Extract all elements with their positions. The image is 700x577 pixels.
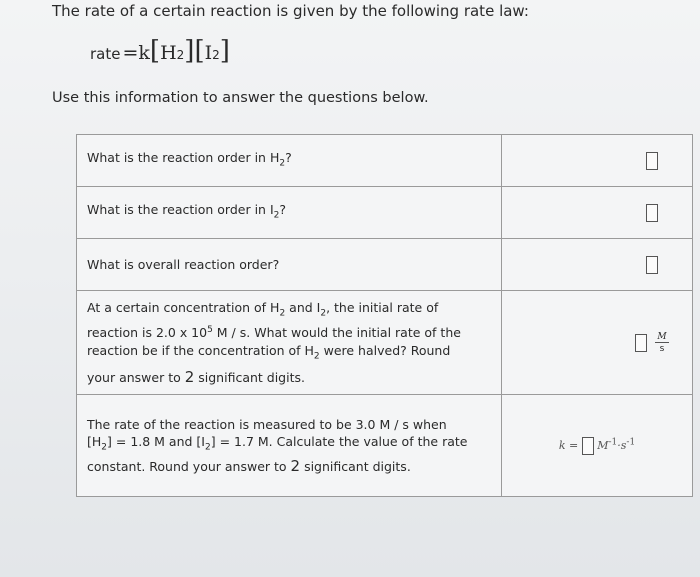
species-i: I [204,42,213,64]
equals-sign: = [122,42,139,64]
question-text: At a certain concentration of $H_2$ and $I_2$, the initial rate of reaction is 2.0 x $10^5$ M / s. What would the initial rate of the reaction be if the concentration of $H_2$ were halved? Round your answer to 2 significant digits. [87,299,461,387]
unit-numerator: M [657,331,667,342]
unit-denominator: s [659,343,665,354]
species-i-subscript: 2 [212,48,220,62]
question-row [77,395,693,497]
rate-answer-group [635,331,668,354]
answer-cell [502,187,693,239]
order-h2-answer-input[interactable] [646,152,658,170]
rate-constant-k: k [138,42,150,64]
answer-cell [502,135,693,187]
question-row [77,135,693,187]
bracket-close-2: ] [219,36,230,66]
question-cell [77,187,502,239]
initial-rate-answer-input[interactable] [635,334,647,352]
question-cell [77,291,502,395]
bracket-close-1: ] [184,36,195,66]
overall-order-answer-input[interactable] [646,256,658,274]
rate-constant-answer-input[interactable] [582,437,594,455]
order-i2-answer-input[interactable] [646,204,658,222]
question-cell [77,239,502,291]
question-text: The rate of the reaction is measured to be 3.0 M / s when $[H_2] = 1.8$ M and $[I_2] = 1.7$ M. Calculate the value of the rate constant. Round your answer to 2 significant digits. [87,416,468,476]
question-cell [77,135,502,187]
question-text: What is the reaction order in $I_2$? [87,201,287,221]
intro-text: The rate of a certain reaction is given by the following rate law: [52,2,529,20]
bracket-open-2: [ [194,36,205,66]
question-cell [77,395,502,497]
question-text: What is overall reaction order? [87,257,280,272]
species-h-subscript: 2 [176,48,185,62]
species-h: H [160,42,177,64]
bracket-open-1: [ [149,36,161,66]
question-row [77,291,693,395]
unit-fraction [655,332,668,354]
answer-cell [502,291,693,395]
question-row [77,239,693,291]
rate-law-equation [90,36,230,66]
instruction-text: Use this information to answer the questions below. [52,90,429,106]
question-text: What is the reaction order in $H_2$? [87,149,292,169]
rate-constant-expression: $k = M^{-1}\cdot s^{-1}$ [559,439,635,452]
questions-table [76,134,693,497]
answer-cell [502,239,693,291]
answer-cell [502,395,693,497]
question-row [77,187,693,239]
rate-label: rate [90,45,121,63]
